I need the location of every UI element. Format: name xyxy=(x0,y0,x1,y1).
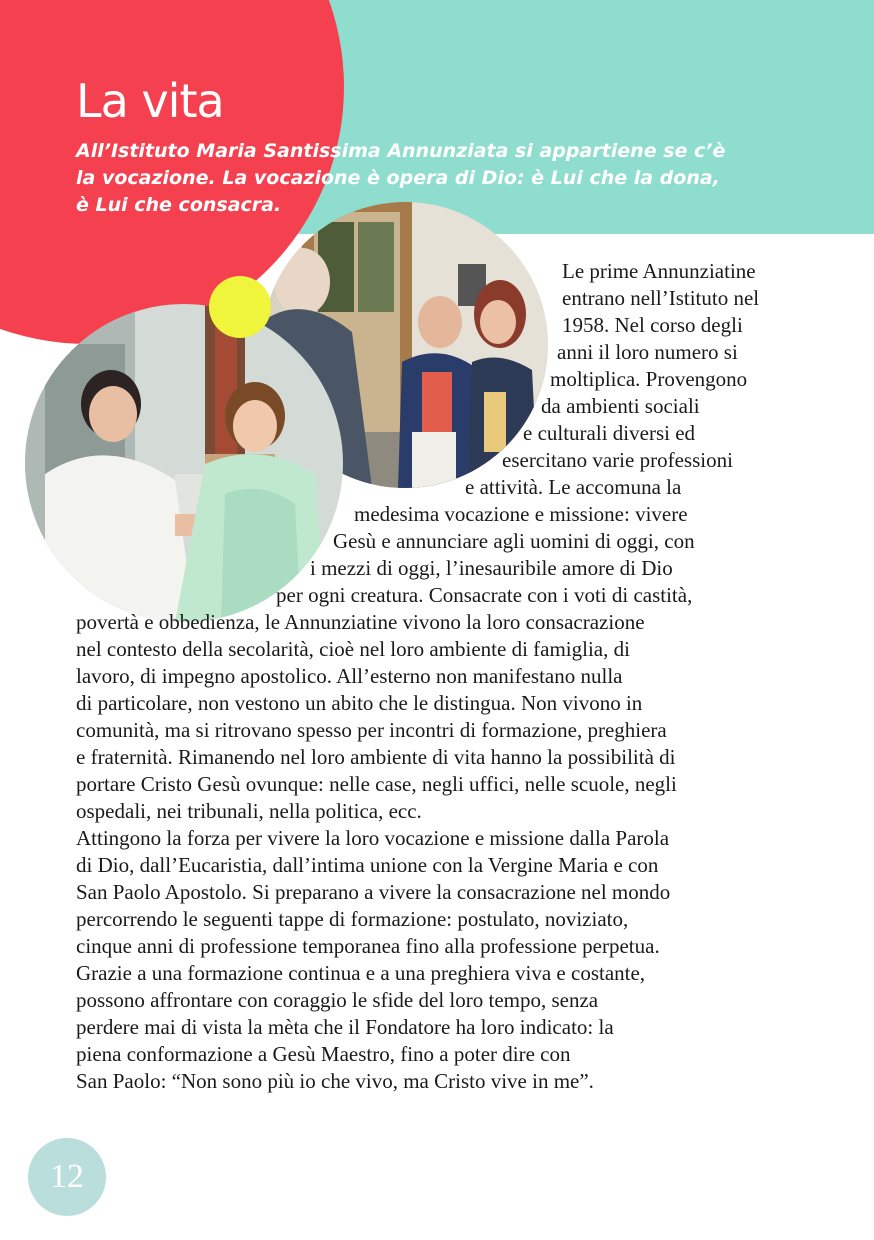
body-line: medesima vocazione e missione: vivere xyxy=(354,502,688,526)
body-line: lavoro, di impegno apostolico. All’esterno non manifestano nulla xyxy=(76,664,623,688)
body-line: portare Cristo Gesù ovunque: nelle case, negli uffici, nelle scuole, negli xyxy=(76,772,677,796)
page-title: La vita xyxy=(76,74,224,128)
body-line: nel contesto della secolarità, cioè nel loro ambiente di famiglia, di xyxy=(76,637,630,661)
body-line: povertà e obbedienza, le Annunziatine vivono la loro consacrazione xyxy=(76,610,645,634)
subtitle-line: è Lui che consacra. xyxy=(76,194,282,216)
body-line: Gesù e annunciare agli uomini di oggi, con xyxy=(333,529,695,553)
body-line: di Dio, dall’Eucaristia, dall’intima unione con la Vergine Maria e con xyxy=(76,853,659,877)
body-line: ospedali, nei tribunali, nella politica, ecc. xyxy=(76,799,422,823)
subtitle xyxy=(76,138,836,219)
body-line: di particolare, non vestono un abito che le distingua. Non vivono in xyxy=(76,691,643,715)
body-line: anni il loro numero si xyxy=(557,340,738,364)
body-line: Le prime Annunziatine xyxy=(562,259,756,283)
body-line: Attingono la forza per vivere la loro vocazione e missione dalla Parola xyxy=(76,826,670,850)
body-line: i mezzi di oggi, l’inesauribile amore di Dio xyxy=(310,556,673,580)
body-line: entrano nell’Istituto nel xyxy=(562,286,760,310)
body-line: San Paolo: “Non sono più io che vivo, ma Cristo vive in me”. xyxy=(76,1069,594,1093)
body-line: moltiplica. Provengono xyxy=(550,367,748,391)
body-line: Grazie a una formazione continua e a una preghiera viva e costante, xyxy=(76,961,646,985)
subtitle-line: All’Istituto Maria Santissima Annunziata si appartiene se c’è xyxy=(76,140,726,162)
body-line: perdere mai di vista la mèta che il Fondatore ha loro indicato: la xyxy=(76,1015,614,1039)
body-line: e culturali diversi ed xyxy=(523,421,696,445)
subtitle-line: la vocazione. La vocazione è opera di Dio: è Lui che la dona, xyxy=(76,167,720,189)
body-line: piena conformazione a Gesù Maestro, fino a poter dire con xyxy=(76,1042,571,1066)
body-line: percorrendo le seguenti tappe di formazione: postulato, noviziato, xyxy=(76,907,629,931)
page-number: 12 xyxy=(28,1138,106,1216)
body-line: cinque anni di professione temporanea fino alla professione perpetua. xyxy=(76,934,660,958)
body-line: possono affrontare con coraggio le sfide del loro tempo, senza xyxy=(76,988,599,1012)
body-line: San Paolo Apostolo. Si preparano a vivere la consacrazione nel mondo xyxy=(76,880,671,904)
body-line: esercitano varie professioni xyxy=(502,448,733,472)
body-line: e fraternità. Rimanendo nel loro ambiente di vita hanno la possibilità di xyxy=(76,745,676,769)
body-line: da ambienti sociali xyxy=(541,394,700,418)
photo-woman-with-child xyxy=(25,304,343,622)
body-line: e attività. Le accomuna la xyxy=(465,475,682,499)
yellow-accent-dot xyxy=(209,276,271,338)
body-line: comunità, ma si ritrovano spesso per incontri di formazione, preghiera xyxy=(76,718,667,742)
body-line: 1958. Nel corso degli xyxy=(562,313,743,337)
body-line: per ogni creatura. Consacrate con i voti di castità, xyxy=(276,583,693,607)
